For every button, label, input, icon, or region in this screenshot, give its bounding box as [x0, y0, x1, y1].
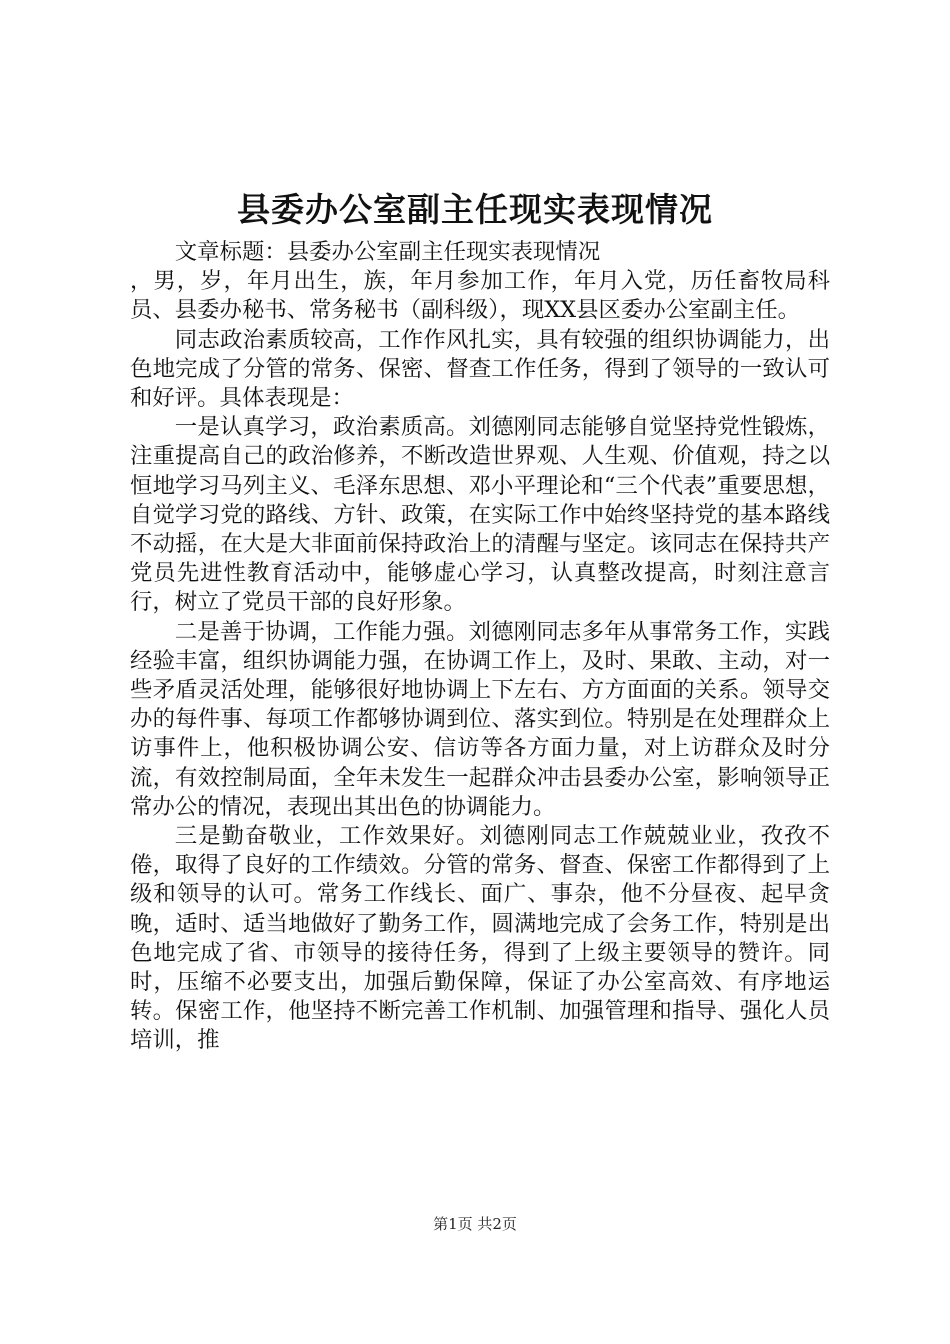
document-body — [130, 238, 830, 1056]
page-footer: 第1页 共2页 — [433, 1215, 517, 1233]
document-title: 县委办公室副主任现实表现情况 — [237, 190, 713, 229]
paragraph-intro: ，男，岁，年月出生，族，年月参加工作，年月入党，历任畜牧局科员、县委办秘书、常务秘书（副科级），现XX县区委办公室副主任。 — [130, 268, 830, 324]
paragraph-summary: 同志政治素质较高，工作作风扎实，具有较强的组织协调能力，出色地完成了分管的常务、保密、督查工作任务，得到了领导的一致认可和好评。具体表现是： — [130, 326, 830, 412]
subtitle-line: 文章标题：县委办公室副主任现实表现情况 — [174, 239, 601, 265]
paragraph-point-two: 二是善于协调，工作能力强。刘德刚同志多年从事常务工作，实践经验丰富，组织协调能力强，在协调工作上，及时、果敢、主动，对一些矛盾灵活处理，能够很好地协调上下左右、方方面面的关系。领导交办的每件事、每项工作都够协调到位、落实到位。特别是在处理群众上访事件上，他积极协调公安、信访等各方面力量，对上访群众及时分流，有效控制局面，全年未发生一起群众冲击县委办公室，影响领导正常办公的情况，表现出其出色的协调能力。 — [130, 618, 830, 820]
paragraph-point-one: 一是认真学习，政治素质高。刘德刚同志能够自觉坚持党性锻炼，注重提高自己的政治修养，不断改造世界观、人生观、价值观，持之以恒地学习马列主义、毛泽东思想、邓小平理论和“三个代表”重要思想，自觉学习党的路线、方针、政策，在实际工作中始终坚持党的基本路线不动摇，在大是大非面前保持政治上的清醒与坚定。该同志在保持共产党员先进性教育活动中，能够虚心学习，认真整改提高，时刻注意言行，树立了党员干部的良好形象。 — [130, 414, 830, 616]
paragraph-point-three: 三是勤奋敬业，工作效果好。刘德刚同志工作兢兢业业，孜孜不倦，取得了良好的工作绩效。分管的常务、督查、保密工作都得到了上级和领导的认可。常务工作线长、面广、事杂，他不分昼夜、起早贪晚，适时、适当地做好了勤务工作，圆满地完成了会务工作，特别是出色地完成了省、市领导的接待任务，得到了上级主要领导的赞许。同时，压缩不必要支出，加强后勤保障，保证了办公室高效、有序地运转。保密工作，他坚持不断完善工作机制、加强管理和指导、强化人员培训，推 — [130, 823, 830, 1054]
